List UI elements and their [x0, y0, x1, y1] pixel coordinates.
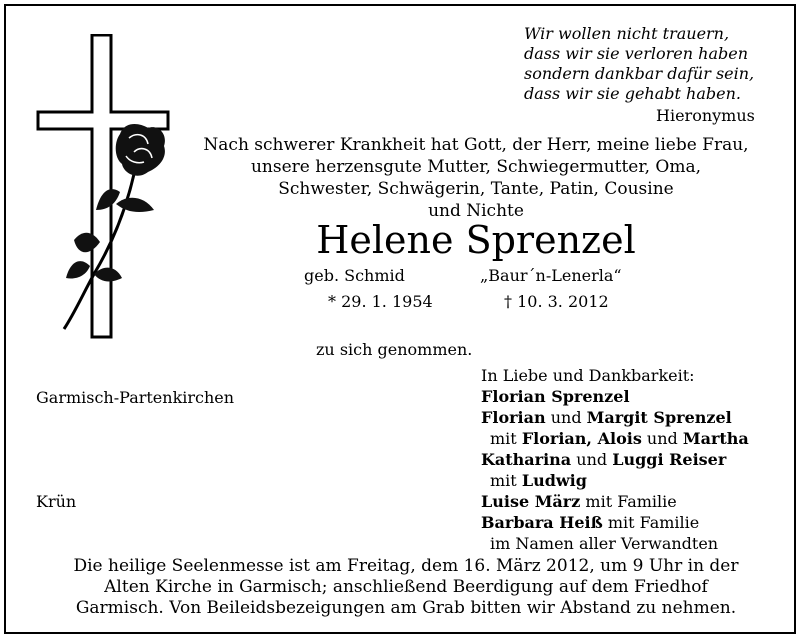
connector-text: und	[545, 408, 587, 427]
announcement-line: Schwester, Schwägerin, Tante, Patin, Cousine	[278, 179, 674, 199]
quote-line: dass wir sie gehabt haben.	[524, 84, 741, 103]
funeral-notice-line: Alten Kirche in Garmisch; anschließend Beerdigung auf dem Friedhof	[104, 577, 708, 597]
mourner-name: Luise März	[481, 492, 581, 511]
mourner-name: Katharina	[481, 450, 572, 469]
connector-text: mit	[490, 429, 522, 448]
mourner-line	[481, 492, 677, 513]
funeral-notice	[16, 556, 796, 619]
maiden-name: geb. Schmid	[304, 266, 405, 285]
quote-line: Wir wollen nicht trauern,	[524, 24, 730, 43]
funeral-notice-line: Die heilige Seelenmesse ist am Freitag, dem 16. März 2012, um 9 Uhr in der	[73, 556, 739, 576]
mourner-line	[490, 429, 749, 450]
death-date: † 10. 3. 2012	[504, 292, 609, 311]
obituary-frame	[4, 4, 796, 634]
mourner-line	[481, 450, 726, 471]
mourner-name: Martha	[682, 429, 749, 448]
place-garmisch: Garmisch-Partenkirchen	[36, 388, 235, 407]
quote-line: sondern dankbar dafür sein,	[524, 64, 755, 83]
quote-line: dass wir sie verloren haben	[524, 44, 748, 63]
quote-author: Hieronymus	[656, 106, 755, 125]
mourner-name: Florian, Alois	[521, 429, 642, 448]
announcement-line: Nach schwerer Krankheit hat Gott, der Herr, meine liebe Frau,	[203, 135, 749, 155]
nickname: „Baur´n-Lenerla“	[480, 266, 622, 285]
announcement-line: und Nichte	[428, 201, 524, 221]
mourner-name: Margit Sprenzel	[586, 408, 732, 427]
mourner-line	[490, 471, 587, 492]
mourner-name: Florian Sprenzel	[481, 387, 630, 406]
mourner-name: Luggi Reiser	[612, 450, 727, 469]
mourner-line	[481, 513, 699, 534]
announcement-text	[176, 134, 776, 222]
mourners-heading: In Liebe und Dankbarkeit:	[481, 366, 695, 385]
cross-with-rose-illustration	[34, 34, 184, 344]
place-kruen: Krün	[36, 492, 77, 511]
connector-text: mit Familie	[580, 492, 677, 511]
funeral-notice-line: Garmisch. Von Beileidsbezeigungen am Grab bitten wir Abstand zu nehmen.	[75, 598, 737, 618]
connector-text: und	[641, 429, 683, 448]
mourner-line	[481, 408, 732, 429]
mourner-name: Ludwig	[521, 471, 587, 490]
mourner-line: im Namen aller Verwandten	[490, 534, 719, 553]
connector-text: mit	[490, 471, 522, 490]
connector-text: mit Familie	[602, 513, 700, 532]
birth-date: * 29. 1. 1954	[328, 292, 433, 311]
deceased-name: Helene Sprenzel	[316, 218, 636, 262]
mourner-line	[481, 387, 630, 408]
connector-text: und	[571, 450, 613, 469]
mourner-name: Barbara Heiß	[481, 513, 603, 532]
quote-block	[524, 24, 754, 104]
mourner-name: Florian	[481, 408, 546, 427]
announcement-line: unsere herzensgute Mutter, Schwiegermutter, Oma,	[250, 157, 702, 177]
taken-text: zu sich genommen.	[316, 340, 473, 359]
